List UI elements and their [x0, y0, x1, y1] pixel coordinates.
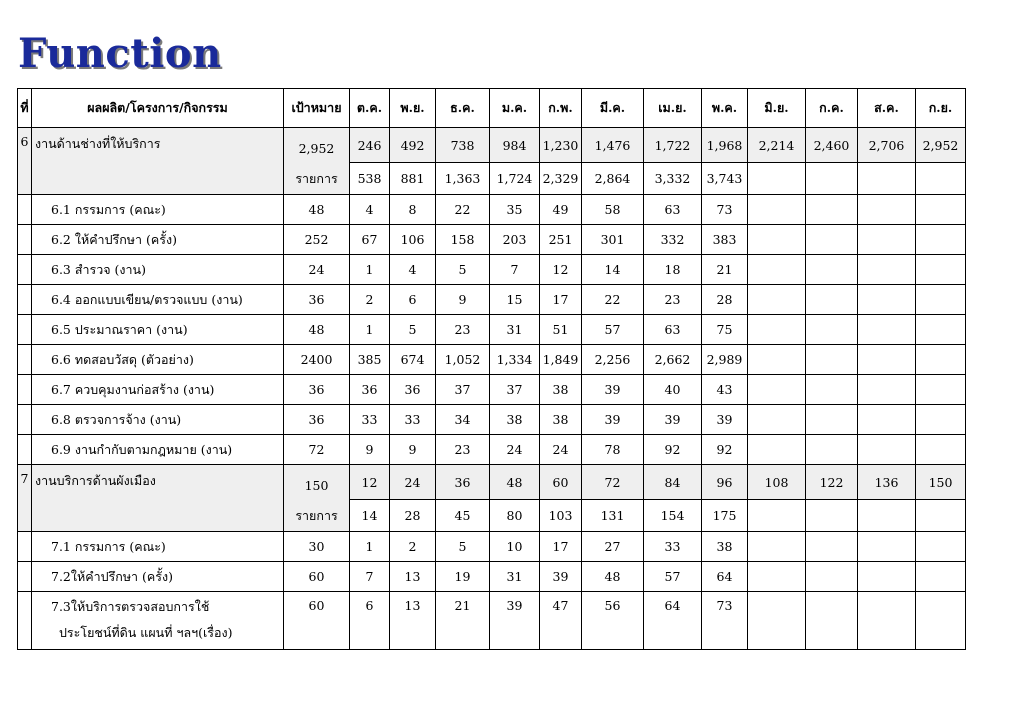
month-value: 17 — [540, 285, 582, 315]
page-title: Function — [18, 30, 222, 77]
month-value — [748, 435, 806, 465]
table-row — [18, 435, 966, 465]
month-value: 2,662 — [644, 345, 702, 375]
actual-value: 14 — [350, 500, 390, 532]
row-number — [18, 225, 32, 255]
month-value — [858, 255, 916, 285]
month-value: 2 — [350, 285, 390, 315]
month-value: 38 — [540, 405, 582, 435]
actual-value: 154 — [644, 500, 702, 532]
column-header: ผลผลิต/โครงการ/กิจกรรม — [32, 89, 284, 128]
plan-value: 122 — [806, 465, 858, 500]
group-target — [284, 465, 350, 532]
actual-value: 131 — [582, 500, 644, 532]
month-value — [806, 592, 858, 650]
row-number — [18, 592, 32, 650]
month-value — [916, 375, 966, 405]
plan-value: 1,230 — [540, 128, 582, 163]
activity-name-line1: 7.3ให้บริการตรวจสอบการใช้ — [51, 599, 210, 614]
month-value: 43 — [702, 375, 748, 405]
month-value: 13 — [390, 592, 436, 650]
actual-value: 2,864 — [582, 163, 644, 195]
table-row — [18, 405, 966, 435]
month-value — [916, 532, 966, 562]
month-value: 332 — [644, 225, 702, 255]
activity-name: 6.5 ประมาณราคา (งาน) — [32, 315, 284, 345]
column-header: ธ.ค. — [436, 89, 490, 128]
plan-value: 84 — [644, 465, 702, 500]
column-header: มี.ค. — [582, 89, 644, 128]
month-value: 36 — [350, 375, 390, 405]
row-number — [18, 285, 32, 315]
month-value — [748, 255, 806, 285]
month-value — [858, 315, 916, 345]
month-value: 14 — [582, 255, 644, 285]
target-unit: รายการ — [295, 508, 338, 523]
group-name: งานด้านช่างที่ให้บริการ — [32, 128, 284, 195]
month-value — [916, 255, 966, 285]
plan-value: 1,722 — [644, 128, 702, 163]
target-value: 2,952 — [298, 141, 335, 156]
actual-value: 80 — [490, 500, 540, 532]
month-value — [748, 315, 806, 345]
month-value: 674 — [390, 345, 436, 375]
column-header: มิ.ย. — [748, 89, 806, 128]
month-value: 21 — [702, 255, 748, 285]
month-value — [806, 405, 858, 435]
month-value: 39 — [490, 592, 540, 650]
month-value: 73 — [702, 592, 748, 650]
column-header: ต.ค. — [350, 89, 390, 128]
month-value: 47 — [540, 592, 582, 650]
month-value — [806, 435, 858, 465]
month-value: 158 — [436, 225, 490, 255]
month-value — [806, 255, 858, 285]
activity-name: 6.1 กรรมการ (คณะ) — [32, 195, 284, 225]
plan-value: 136 — [858, 465, 916, 500]
column-header: ที่ — [18, 89, 32, 128]
month-value: 106 — [390, 225, 436, 255]
month-value — [806, 562, 858, 592]
row-number — [18, 562, 32, 592]
month-value — [858, 375, 916, 405]
column-header: พ.ค. — [702, 89, 748, 128]
table-row — [18, 195, 966, 225]
row-number — [18, 435, 32, 465]
actual-value: 3,743 — [702, 163, 748, 195]
month-value: 2,256 — [582, 345, 644, 375]
activity-name: 6.7 ควบคุมงานก่อสร้าง (งาน) — [32, 375, 284, 405]
table-row — [18, 375, 966, 405]
month-value: 58 — [582, 195, 644, 225]
month-value: 1,334 — [490, 345, 540, 375]
month-value: 1,849 — [540, 345, 582, 375]
plan-value: 246 — [350, 128, 390, 163]
month-value: 37 — [436, 375, 490, 405]
actual-value: 3,332 — [644, 163, 702, 195]
activity-name: 6.3 สำรวจ (งาน) — [32, 255, 284, 285]
month-value: 22 — [436, 195, 490, 225]
month-value: 67 — [350, 225, 390, 255]
target-value: 60 — [284, 592, 350, 650]
month-value — [806, 285, 858, 315]
month-value — [916, 225, 966, 255]
function-table — [17, 88, 966, 650]
month-value: 38 — [702, 532, 748, 562]
month-value: 23 — [644, 285, 702, 315]
actual-value — [858, 500, 916, 532]
column-header: ก.ย. — [916, 89, 966, 128]
month-value: 78 — [582, 435, 644, 465]
month-value: 301 — [582, 225, 644, 255]
month-value: 63 — [644, 315, 702, 345]
row-number — [18, 405, 32, 435]
month-value: 5 — [390, 315, 436, 345]
month-value — [916, 195, 966, 225]
month-value — [916, 315, 966, 345]
plan-value: 60 — [540, 465, 582, 500]
plan-value: 984 — [490, 128, 540, 163]
plan-value: 96 — [702, 465, 748, 500]
month-value — [748, 375, 806, 405]
column-header: ม.ค. — [490, 89, 540, 128]
plan-value: 1,476 — [582, 128, 644, 163]
month-value — [916, 405, 966, 435]
actual-value — [858, 163, 916, 195]
month-value: 5 — [436, 532, 490, 562]
table-row — [18, 128, 966, 163]
actual-value: 2,329 — [540, 163, 582, 195]
month-value — [748, 562, 806, 592]
column-header: ก.ค. — [806, 89, 858, 128]
month-value: 92 — [644, 435, 702, 465]
table-header-row — [18, 89, 966, 128]
month-value: 39 — [702, 405, 748, 435]
month-value: 57 — [582, 315, 644, 345]
month-value: 9 — [436, 285, 490, 315]
month-value: 1,052 — [436, 345, 490, 375]
table-row — [18, 225, 966, 255]
month-value: 31 — [490, 315, 540, 345]
target-value: 36 — [284, 405, 350, 435]
row-number — [18, 532, 32, 562]
plan-value: 1,968 — [702, 128, 748, 163]
month-value: 48 — [582, 562, 644, 592]
column-header: ก.พ. — [540, 89, 582, 128]
activity-name — [32, 592, 284, 650]
target-unit: รายการ — [295, 171, 338, 186]
actual-value — [748, 163, 806, 195]
month-value: 57 — [644, 562, 702, 592]
column-header: เม.ย. — [644, 89, 702, 128]
actual-value — [806, 500, 858, 532]
plan-value: 738 — [436, 128, 490, 163]
table-row — [18, 532, 966, 562]
month-value: 27 — [582, 532, 644, 562]
actual-value — [806, 163, 858, 195]
column-header: ส.ค. — [858, 89, 916, 128]
month-value — [806, 195, 858, 225]
month-value: 1 — [350, 532, 390, 562]
month-value: 8 — [390, 195, 436, 225]
month-value: 15 — [490, 285, 540, 315]
month-value: 383 — [702, 225, 748, 255]
month-value: 6 — [390, 285, 436, 315]
month-value: 75 — [702, 315, 748, 345]
plan-value: 2,706 — [858, 128, 916, 163]
target-value: 60 — [284, 562, 350, 592]
actual-value: 1,724 — [490, 163, 540, 195]
actual-value — [916, 163, 966, 195]
month-value: 7 — [490, 255, 540, 285]
month-value — [916, 592, 966, 650]
actual-value: 28 — [390, 500, 436, 532]
month-value: 33 — [390, 405, 436, 435]
target-value: 72 — [284, 435, 350, 465]
month-value — [806, 345, 858, 375]
month-value — [916, 285, 966, 315]
actual-value — [748, 500, 806, 532]
month-value: 4 — [390, 255, 436, 285]
plan-value: 2,214 — [748, 128, 806, 163]
month-value — [806, 532, 858, 562]
table-row — [18, 255, 966, 285]
month-value: 203 — [490, 225, 540, 255]
actual-value: 1,363 — [436, 163, 490, 195]
month-value — [858, 435, 916, 465]
target-value: 150 — [304, 478, 329, 493]
row-number — [18, 375, 32, 405]
table-row — [18, 345, 966, 375]
row-number: 6 — [18, 128, 32, 195]
month-value — [858, 562, 916, 592]
actual-value: 103 — [540, 500, 582, 532]
month-value: 17 — [540, 532, 582, 562]
row-number — [18, 195, 32, 225]
table-row — [18, 562, 966, 592]
month-value — [748, 592, 806, 650]
month-value: 28 — [702, 285, 748, 315]
month-value: 24 — [490, 435, 540, 465]
month-value: 39 — [582, 375, 644, 405]
plan-value: 2,952 — [916, 128, 966, 163]
month-value: 33 — [644, 532, 702, 562]
month-value: 35 — [490, 195, 540, 225]
month-value: 33 — [350, 405, 390, 435]
month-value: 19 — [436, 562, 490, 592]
target-value: 48 — [284, 195, 350, 225]
month-value — [748, 225, 806, 255]
target-value: 36 — [284, 285, 350, 315]
month-value: 51 — [540, 315, 582, 345]
plan-value: 2,460 — [806, 128, 858, 163]
month-value: 5 — [436, 255, 490, 285]
month-value: 10 — [490, 532, 540, 562]
month-value — [858, 532, 916, 562]
month-value: 6 — [350, 592, 390, 650]
actual-value: 538 — [350, 163, 390, 195]
plan-value: 72 — [582, 465, 644, 500]
month-value: 36 — [390, 375, 436, 405]
month-value — [806, 315, 858, 345]
month-value: 34 — [436, 405, 490, 435]
month-value: 251 — [540, 225, 582, 255]
activity-name-line2: ประโยชน์ที่ดิน แผนที่ ฯลฯ(เรื่อง) — [59, 625, 233, 640]
month-value: 37 — [490, 375, 540, 405]
plan-value: 36 — [436, 465, 490, 500]
month-value — [916, 562, 966, 592]
actual-value: 175 — [702, 500, 748, 532]
month-value: 1 — [350, 315, 390, 345]
month-value — [806, 225, 858, 255]
month-value — [858, 592, 916, 650]
month-value — [916, 435, 966, 465]
row-number — [18, 315, 32, 345]
target-value: 24 — [284, 255, 350, 285]
month-value: 13 — [390, 562, 436, 592]
month-value: 22 — [582, 285, 644, 315]
column-header: พ.ย. — [390, 89, 436, 128]
month-value: 12 — [540, 255, 582, 285]
row-number: 7 — [18, 465, 32, 532]
table-row — [18, 285, 966, 315]
month-value: 7 — [350, 562, 390, 592]
month-value — [748, 405, 806, 435]
target-value: 30 — [284, 532, 350, 562]
month-value: 92 — [702, 435, 748, 465]
month-value: 64 — [644, 592, 702, 650]
month-value: 9 — [350, 435, 390, 465]
table-row — [18, 592, 966, 650]
month-value: 18 — [644, 255, 702, 285]
target-value: 48 — [284, 315, 350, 345]
group-target — [284, 128, 350, 195]
month-value: 49 — [540, 195, 582, 225]
month-value: 1 — [350, 255, 390, 285]
month-value — [806, 375, 858, 405]
month-value: 56 — [582, 592, 644, 650]
actual-value: 881 — [390, 163, 436, 195]
month-value: 4 — [350, 195, 390, 225]
month-value — [748, 532, 806, 562]
month-value — [858, 195, 916, 225]
table-row — [18, 465, 966, 500]
month-value: 39 — [582, 405, 644, 435]
row-number — [18, 345, 32, 375]
month-value: 63 — [644, 195, 702, 225]
target-value: 252 — [284, 225, 350, 255]
month-value: 31 — [490, 562, 540, 592]
plan-value: 108 — [748, 465, 806, 500]
month-value: 40 — [644, 375, 702, 405]
month-value: 64 — [702, 562, 748, 592]
month-value — [858, 225, 916, 255]
group-name: งานบริการด้านผังเมือง — [32, 465, 284, 532]
activity-name: 6.9 งานกำกับตามกฎหมาย (งาน) — [32, 435, 284, 465]
month-value: 24 — [540, 435, 582, 465]
plan-value: 150 — [916, 465, 966, 500]
activity-name: 6.6 ทดสอบวัสดุ (ตัวอย่าง) — [32, 345, 284, 375]
row-number — [18, 255, 32, 285]
activity-name: 6.8 ตรวจการจ้าง (งาน) — [32, 405, 284, 435]
activity-name: 6.4 ออกแบบเขียน/ตรวจแบบ (งาน) — [32, 285, 284, 315]
month-value: 73 — [702, 195, 748, 225]
plan-value: 12 — [350, 465, 390, 500]
month-value: 39 — [644, 405, 702, 435]
month-value — [858, 345, 916, 375]
month-value — [748, 345, 806, 375]
month-value — [748, 285, 806, 315]
month-value — [858, 285, 916, 315]
target-value: 36 — [284, 375, 350, 405]
actual-value — [916, 500, 966, 532]
activity-name: 7.1 กรรมการ (คณะ) — [32, 532, 284, 562]
column-header: เป้าหมาย — [284, 89, 350, 128]
month-value: 9 — [390, 435, 436, 465]
activity-name: 7.2ให้คำปรึกษา (ครั้ง) — [32, 562, 284, 592]
month-value: 385 — [350, 345, 390, 375]
target-value: 2400 — [284, 345, 350, 375]
activity-name: 6.2 ให้คำปรึกษา (ครั้ง) — [32, 225, 284, 255]
month-value: 23 — [436, 315, 490, 345]
month-value: 39 — [540, 562, 582, 592]
plan-value: 24 — [390, 465, 436, 500]
month-value: 2 — [390, 532, 436, 562]
plan-value: 48 — [490, 465, 540, 500]
month-value: 21 — [436, 592, 490, 650]
month-value: 23 — [436, 435, 490, 465]
month-value — [916, 345, 966, 375]
plan-value: 492 — [390, 128, 436, 163]
month-value: 38 — [490, 405, 540, 435]
month-value: 2,989 — [702, 345, 748, 375]
month-value — [858, 405, 916, 435]
table-row — [18, 315, 966, 345]
month-value — [748, 195, 806, 225]
actual-value: 45 — [436, 500, 490, 532]
month-value: 38 — [540, 375, 582, 405]
